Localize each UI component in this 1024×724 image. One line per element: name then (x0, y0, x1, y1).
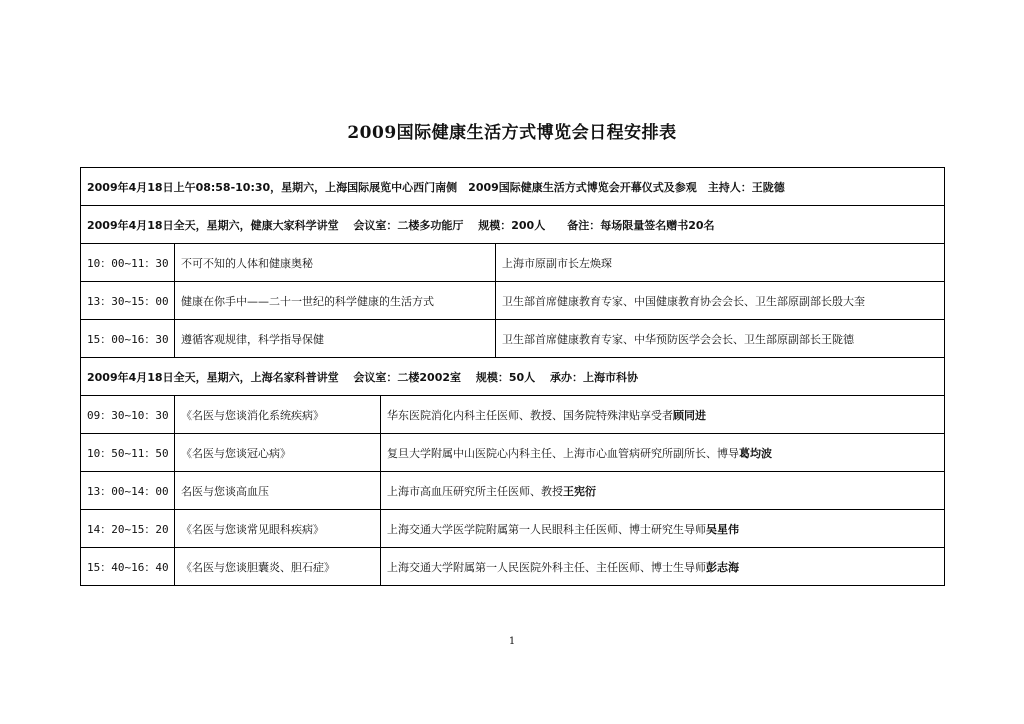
time-cell: 10：00~11：30 (81, 244, 175, 282)
time-cell: 15：00~16：30 (81, 320, 175, 358)
speaker-title: 华东医院消化内科主任医师、教授、国务院特殊津贴享受者 (387, 408, 673, 422)
speaker-name: 吴星伟 (706, 522, 739, 536)
section-header: 2009年4月18日全天，星期六，健康大家科学讲堂 会议室：二楼多功能厅 规模：200人 备注：每场限量签名赠书20名 (81, 206, 945, 244)
topic-cell: 名医与您谈高血压 (175, 472, 381, 510)
speaker-cell (381, 472, 945, 510)
table-row (81, 434, 945, 472)
time-cell: 09：30~10：30 (81, 396, 175, 434)
topic-cell: 《名医与您谈常见眼科疾病》 (175, 510, 381, 548)
speaker-cell (381, 510, 945, 548)
speaker-title: 上海交通大学医学院附属第一人民眼科主任医师、博士研究生导师 (387, 522, 706, 536)
topic-cell: 《名医与您谈胆囊炎、胆石症》 (175, 548, 381, 586)
section-header: 2009年4月18日全天，星期六，上海名家科普讲堂 会议室：二楼2002室 规模：50人 承办：上海市科协 (81, 358, 945, 396)
speaker-cell: 卫生部首席健康教育专家、中国健康教育协会会长、卫生部原副部长殷大奎 (496, 282, 945, 320)
speaker-title: 上海交通大学附属第一人民医院外科主任、主任医师、博士生导师 (387, 560, 706, 574)
opening-row (81, 168, 945, 206)
speaker-name: 彭志海 (706, 560, 739, 574)
section1-header-row (81, 206, 945, 244)
table-row (81, 244, 945, 282)
topic-cell: 遵循客观规律，科学指导保健 (175, 320, 496, 358)
table-row (81, 472, 945, 510)
topic-cell: 不可不知的人体和健康奥秘 (175, 244, 496, 282)
table-row (81, 396, 945, 434)
table-row (81, 548, 945, 586)
topic-cell: 《名医与您谈冠心病》 (175, 434, 381, 472)
speaker-name: 王宪衍 (563, 484, 596, 498)
table-row (81, 320, 945, 358)
time-cell: 13：00~14：00 (81, 472, 175, 510)
time-cell: 10：50~11：50 (81, 434, 175, 472)
speaker-cell: 上海市原副市长左焕琛 (496, 244, 945, 282)
opening-info: 2009年4月18日上午08:58-10:30，星期六，上海国际展览中心西门南侧 2009国际健康生活方式博览会开幕仪式及参观 主持人：王陇德 (81, 168, 945, 206)
time-cell: 15：40~16：40 (81, 548, 175, 586)
section2-header-row (81, 358, 945, 396)
speaker-cell (381, 548, 945, 586)
table-row (81, 510, 945, 548)
topic-cell: 健康在你手中——二十一世纪的科学健康的生活方式 (175, 282, 496, 320)
speaker-name: 葛均波 (739, 446, 772, 460)
speaker-name: 顾同进 (673, 408, 706, 422)
speaker-cell (381, 396, 945, 434)
time-cell: 14：20~15：20 (81, 510, 175, 548)
speaker-cell: 卫生部首席健康教育专家、中华预防医学会会长、卫生部原副部长王陇德 (496, 320, 945, 358)
speaker-cell (381, 434, 945, 472)
page-title: 2009国际健康生活方式博览会日程安排表 (347, 123, 677, 143)
table-row (81, 282, 945, 320)
page-number: 1 (508, 636, 516, 647)
topic-cell: 《名医与您谈消化系统疾病》 (175, 396, 381, 434)
speaker-title: 复旦大学附属中山医院心内科主任、上海市心血管病研究所副所长、博导 (387, 446, 739, 460)
time-cell: 13：30~15：00 (81, 282, 175, 320)
speaker-title: 上海市高血压研究所主任医师、教授 (387, 484, 563, 498)
schedule-table (80, 167, 945, 586)
